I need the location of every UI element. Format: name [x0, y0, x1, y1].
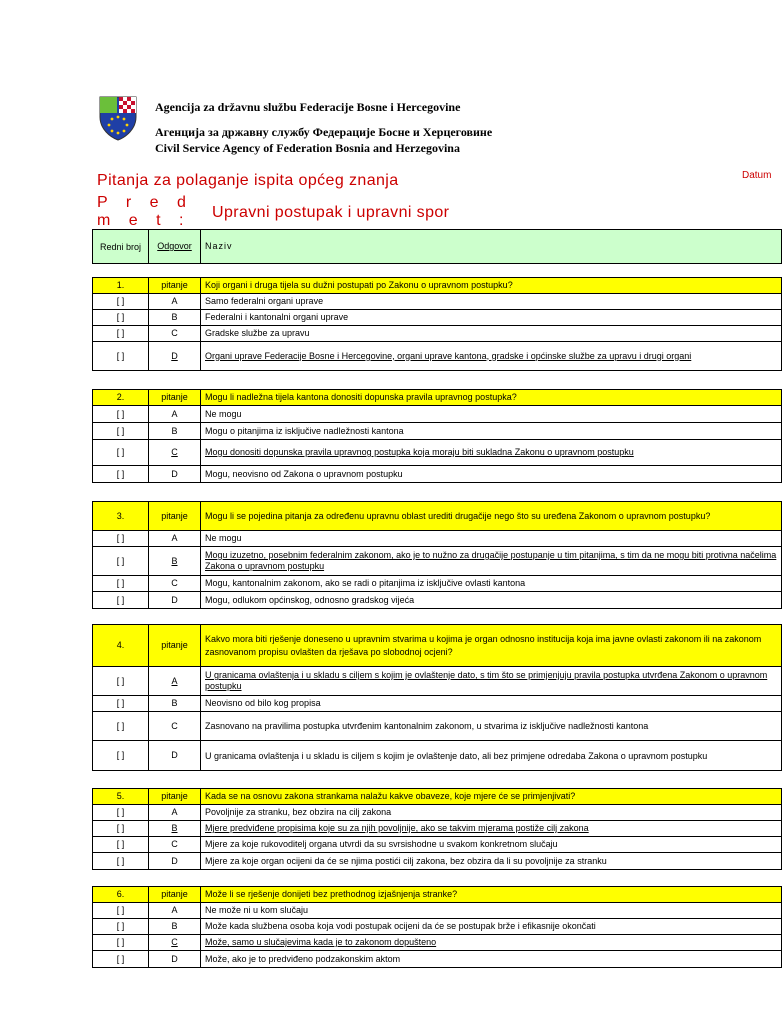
question-text: Koji organi i druga tijela su dužni postupati po Zakonu o upravnom postupku? — [201, 278, 782, 294]
answer-checkbox[interactable]: [ ] — [93, 592, 149, 609]
question-block-5 — [92, 788, 782, 870]
answer-checkbox[interactable]: [ ] — [93, 342, 149, 371]
question-number: 2. — [93, 390, 149, 406]
agency-name-english: Civil Service Agency of Federation Bosnia and Herzegovina — [155, 141, 460, 155]
answer-letter: A — [149, 406, 201, 423]
answer-text: Može kada službena osoba koja vodi postupak ocijeni da će se postupak brže i efikasnije okončati — [201, 919, 782, 935]
answer-text: Zasnovano na pravilima postupka utvrđenim kantonalnim zakonom, u stvarima iz isključive nadležnosti kantona — [201, 712, 782, 741]
answer-checkbox[interactable]: [ ] — [93, 310, 149, 326]
subject-label: P r e d m e t : — [97, 194, 193, 229]
answer-letter-correct: B — [149, 547, 201, 576]
answer-checkbox[interactable]: [ ] — [93, 326, 149, 342]
answer-text: Mogu o pitanjima iz isključive nadležnosti kantona — [201, 423, 782, 440]
answer-text-correct: Mogu izuzetno, posebnim federalnim zakonom, ako je to nužno za drugačije postupanje u tim pitanjima, s tim da ne mogu biti protivna načelima Zakona o upravnom postupku — [201, 547, 782, 576]
question-text: Kada se na osnovu zakona strankama nalažu kakve obaveze, koje mjere će se primjenjivati? — [201, 789, 782, 805]
question-type: pitanje — [149, 390, 201, 406]
answer-checkbox[interactable]: [ ] — [93, 903, 149, 919]
answer-checkbox[interactable]: [ ] — [93, 294, 149, 310]
date-label: Datum — [742, 170, 772, 181]
answer-checkbox[interactable]: [ ] — [93, 466, 149, 483]
answer-text: Samo federalni organi uprave — [201, 294, 782, 310]
answer-letter-correct: D — [149, 342, 201, 371]
answer-checkbox[interactable]: [ ] — [93, 712, 149, 741]
answer-checkbox[interactable]: [ ] — [93, 935, 149, 951]
answer-text: Gradske službe za upravu — [201, 326, 782, 342]
question-block-2 — [92, 389, 782, 483]
answer-checkbox[interactable]: [ ] — [93, 821, 149, 837]
answer-letter: D — [149, 741, 201, 771]
answer-letter: A — [149, 531, 201, 547]
question-number: 6. — [93, 887, 149, 903]
question-text: Mogu li se pojedina pitanja za određenu upravnu oblast urediti drugačije nego što su uređena Zakonom o upravnom postupku? — [201, 502, 782, 531]
answer-text-correct: Organi uprave Federacije Bosne i Hercegovine, organi uprave kantona, gradske i općinske službe za upravu i drugi organi — [201, 342, 782, 371]
answer-letter: D — [149, 466, 201, 483]
answer-text-correct: Može, samo u slučajevima kada je to zakonom dopušteno — [201, 935, 782, 951]
answer-text: Mogu, neovisno od Zakona o upravnom postupku — [201, 466, 782, 483]
answer-text: Ne mogu — [201, 531, 782, 547]
question-block-1 — [92, 277, 782, 371]
answer-checkbox[interactable]: [ ] — [93, 696, 149, 712]
answer-text: U granicama ovlaštenja i u skladu is ciljem s kojim je ovlaštenje dato, ali bez primjene odredaba Zakona o upravnom postupku — [201, 741, 782, 771]
answer-text-correct: Mogu donositi dopunska pravila upravnog postupka koja moraju biti sukladna Zakonu o upravnom postupku — [201, 440, 782, 466]
answer-text: Mogu, odlukom općinskog, odnosno gradskog vijeća — [201, 592, 782, 609]
answer-checkbox[interactable]: [ ] — [93, 667, 149, 696]
answer-letter: C — [149, 326, 201, 342]
answer-checkbox[interactable]: [ ] — [93, 406, 149, 423]
question-type: pitanje — [149, 278, 201, 294]
answer-letter: D — [149, 592, 201, 609]
answer-text: Mjere za koje organ ocijeni da će se njima postići cilj zakona, bez obzira da li su povoljnije za stranku — [201, 853, 782, 870]
answer-text-correct: U granicama ovlaštenja i u skladu s ciljem s kojim je ovlaštenje dato, s tim što se primjenjuju pravila postupka utvrđena Zakonom o upravnom postupku — [201, 667, 782, 696]
question-number: 5. — [93, 789, 149, 805]
agency-name-cyrillic: Агенција за државну службу Федерације Босне и Херцеговине — [155, 125, 493, 139]
question-text: Mogu li nadležna tijela kantona donositi dopunska pravila upravnog postupka? — [201, 390, 782, 406]
question-type: pitanje — [149, 625, 201, 667]
answer-checkbox[interactable]: [ ] — [93, 547, 149, 576]
answer-letter: C — [149, 576, 201, 592]
answer-checkbox[interactable]: [ ] — [93, 440, 149, 466]
answer-letter: B — [149, 696, 201, 712]
answer-letter: A — [149, 805, 201, 821]
answer-letter-correct: B — [149, 821, 201, 837]
coat-of-arms-logo — [98, 95, 138, 141]
answer-checkbox[interactable]: [ ] — [93, 853, 149, 870]
answer-checkbox[interactable]: [ ] — [93, 423, 149, 440]
answer-letter: D — [149, 951, 201, 968]
answer-checkbox[interactable]: [ ] — [93, 741, 149, 771]
answer-text: Mogu, kantonalnim zakonom, ako se radi o pitanjima iz isključive ovlasti kantona — [201, 576, 782, 592]
agency-name-latin: Agencija za državnu službu Federacije Bosne i Hercegovine — [155, 100, 461, 114]
answer-letter: D — [149, 853, 201, 870]
answer-text: Može, ako je to predviđeno podzakonskim aktom — [201, 951, 782, 968]
answer-text: Federalni i kantonalni organi uprave — [201, 310, 782, 326]
answer-letter: C — [149, 837, 201, 853]
subject-value: Upravni postupak i upravni spor — [212, 204, 450, 221]
answer-letter: B — [149, 423, 201, 440]
answer-letter: A — [149, 903, 201, 919]
question-block-4 — [92, 624, 782, 771]
answer-text: Ne može ni u kom slučaju — [201, 903, 782, 919]
question-number: 1. — [93, 278, 149, 294]
answer-letter-correct: C — [149, 935, 201, 951]
answer-letter: A — [149, 294, 201, 310]
question-block-6 — [92, 886, 782, 968]
question-text: Kakvo mora biti rješenje doneseno u upravnim stvarima u kojima je organ odnosno institucija koja ima javne ovlasti zakonom ili na zakonom zasnovanom propisu ovlašten da rješava po slobodnoj ocjeni? — [201, 625, 782, 667]
table-header — [92, 229, 782, 264]
question-text: Može li se rješenje donijeti bez prethodnog izjašnjenja stranke? — [201, 887, 782, 903]
answer-letter: B — [149, 310, 201, 326]
answer-checkbox[interactable]: [ ] — [93, 805, 149, 821]
answer-checkbox[interactable]: [ ] — [93, 576, 149, 592]
answer-text: Povoljnije za stranku, bez obzira na cilj zakona — [201, 805, 782, 821]
question-type: pitanje — [149, 887, 201, 903]
answer-letter: C — [149, 712, 201, 741]
page-title: Pitanja za polaganje ispita općeg znanja — [97, 172, 399, 189]
column-header-answer: Odgovor — [149, 230, 201, 264]
answer-text-correct: Mjere predviđene propisima koje su za njih povoljnije, ako se takvim mjerama postiže cilj zakona — [201, 821, 782, 837]
answer-text: Ne mogu — [201, 406, 782, 423]
answer-checkbox[interactable]: [ ] — [93, 919, 149, 935]
question-type: pitanje — [149, 789, 201, 805]
column-header-number: Redni broj — [93, 230, 149, 264]
answer-text: Neovisno od bilo kog propisa — [201, 696, 782, 712]
question-number: 3. — [93, 502, 149, 531]
answer-letter: B — [149, 919, 201, 935]
answer-checkbox[interactable]: [ ] — [93, 951, 149, 968]
answer-text: Mjere za koje rukovoditelj organa utvrdi da su svrsishodne u svakom konkretnom slučaju — [201, 837, 782, 853]
answer-letter-correct: A — [149, 667, 201, 696]
question-number: 4. — [93, 625, 149, 667]
column-header-name: Naziv — [201, 230, 782, 264]
answer-checkbox[interactable]: [ ] — [93, 531, 149, 547]
question-block-3 — [92, 501, 782, 609]
question-type: pitanje — [149, 502, 201, 531]
answer-letter-correct: C — [149, 440, 201, 466]
answer-checkbox[interactable]: [ ] — [93, 837, 149, 853]
